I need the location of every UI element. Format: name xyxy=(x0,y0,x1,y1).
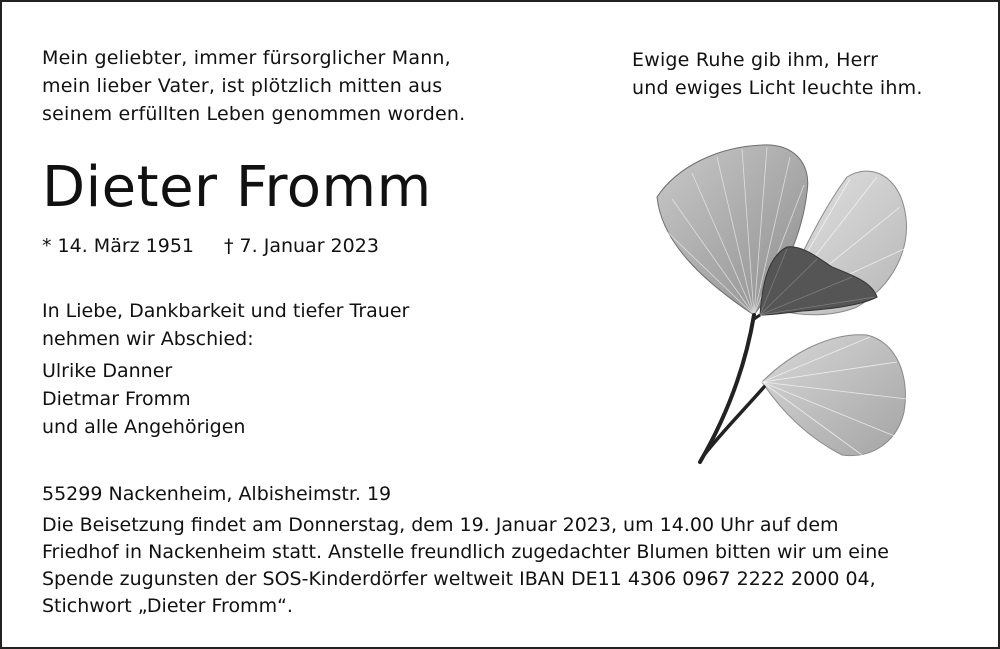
intro-text xyxy=(42,44,465,128)
address: 55299 Nackenheim, Albisheimstr. 19 xyxy=(42,483,392,505)
life-dates xyxy=(42,232,379,260)
deceased-name: Dieter Fromm xyxy=(42,155,432,220)
ginkgo-leaf-icon xyxy=(642,137,922,467)
quote-line: Ewige Ruhe gib ihm, Herr xyxy=(632,49,879,71)
death-date: † 7. Januar 2023 xyxy=(224,235,379,257)
burial-info xyxy=(42,512,962,620)
quote-line: und ewiges Licht leuchte ihm. xyxy=(632,77,923,99)
burial-line: Spende zugunsten der SOS-Kinderdörfer weltweit IBAN DE11 4306 0967 2222 2000 04, xyxy=(42,568,876,590)
farewell-text xyxy=(42,297,409,353)
burial-line: Die Beisetzung findet am Donnerstag, dem 19. Januar 2023, um 14.00 Uhr auf dem xyxy=(42,514,839,536)
prayer-quote xyxy=(632,46,923,102)
mourner-name: Dietmar Fromm xyxy=(42,388,191,410)
farewell-line: In Liebe, Dankbarkeit und tiefer Trauer xyxy=(42,300,410,322)
mourner-name: Ulrike Danner xyxy=(42,360,173,382)
mourner-name: und alle Angehörigen xyxy=(42,416,246,438)
intro-line: mein lieber Vater, ist plötzlich mitten aus xyxy=(42,75,443,97)
farewell-line: nehmen wir Abschied: xyxy=(42,328,254,350)
intro-line: seinem erfüllten Leben genommen worden. xyxy=(42,103,466,125)
burial-line: Friedhof in Nackenheim statt. Anstelle freundlich zugedachter Blumen bitten wir um eine xyxy=(42,541,889,563)
intro-line: Mein geliebter, immer fürsorglicher Mann, xyxy=(42,47,451,69)
burial-line: Stichwort „Dieter Fromm“. xyxy=(42,595,293,617)
birth-date: * 14. März 1951 xyxy=(42,235,195,257)
mourners-list xyxy=(42,357,245,441)
